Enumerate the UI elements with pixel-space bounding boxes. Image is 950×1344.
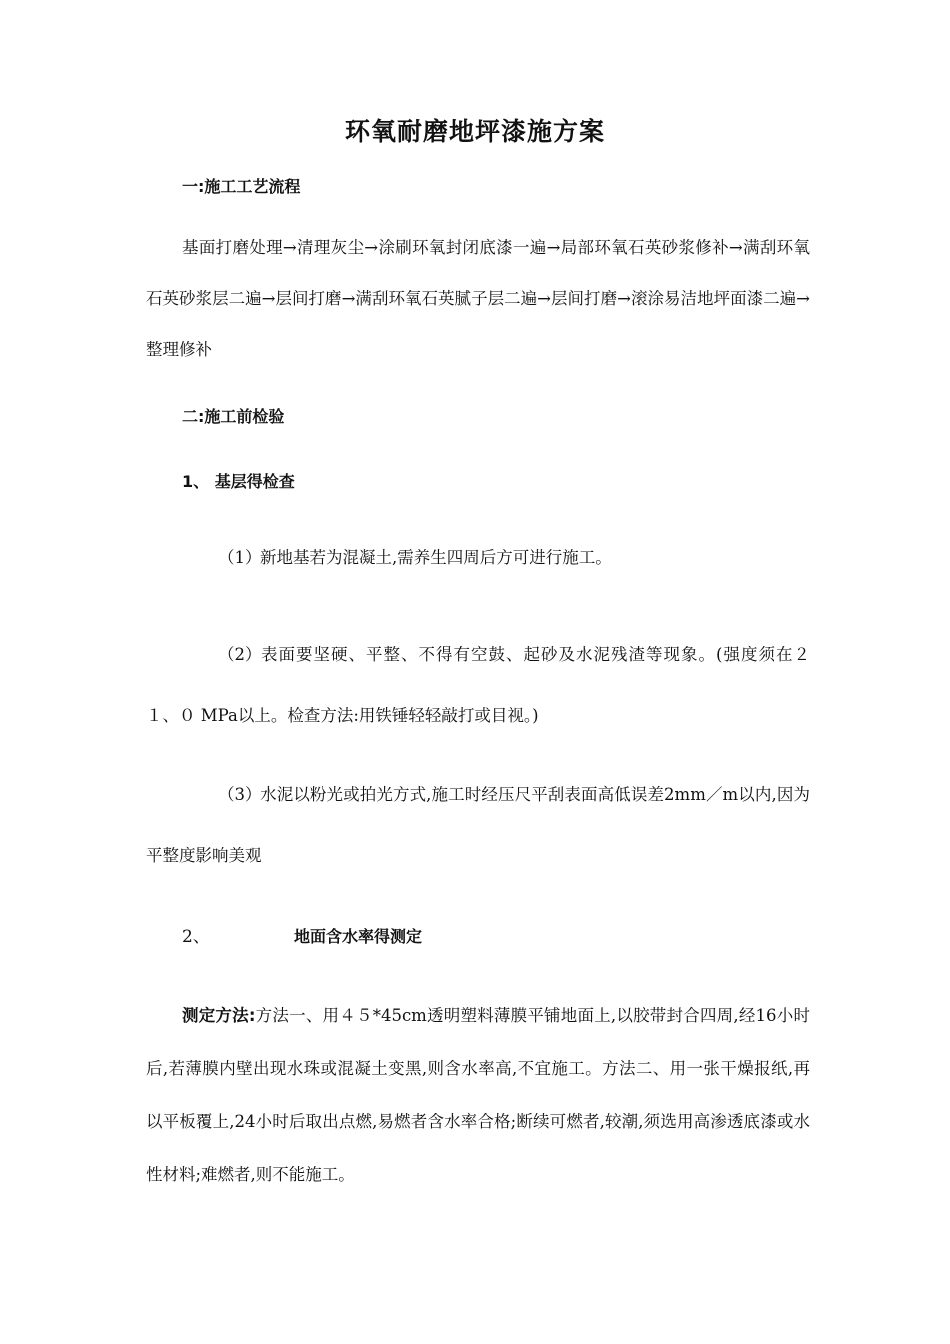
- item-number: （1）: [218, 548, 262, 567]
- measurement-paragraph: [146, 989, 810, 1201]
- section-1-heading: 一:施工工艺流程: [182, 177, 301, 196]
- item-text: 表面要坚硬、平整、不得有空鼓、起砂及水泥残渣等现象。(强度须在２１、０ MPa以上。检查方法:用铁锤轻轻敲打或目视。): [146, 645, 810, 725]
- subsection-2-heading: 地面含水率得测定: [294, 927, 423, 946]
- subsection-1-heading: 1、 基层得检查: [182, 472, 295, 491]
- item-text: 水泥以粉光或拍光方式,施工时经压尺平刮表面高低误差2mm／m以内,因为平整度影响美观: [146, 785, 810, 865]
- inspection-item-3: [146, 764, 810, 886]
- section-1-paragraph: 基面打磨处理→清理灰尘→涂刷环氧封闭底漆一遍→局部环氧石英砂浆修补→满刮环氧石英砂浆层二遍→层间打磨→满刮环氧石英腻子层二遍→层间打磨→滚涂易洁地坪面漆二遍→整理修补: [146, 238, 810, 359]
- measurement-text: 方法一、用４５*45cm透明塑料薄膜平铺地面上,以胶带封合四周,经16小时后,若薄膜内壁出现水珠或混凝土变黑,则含水率高,不宜施工。方法二、用一张干燥报纸,再以平板覆上,24小时后取出点燃,易燃者含水率合格;断续可燃者,较潮,须选用高渗透底漆或水性材料;难燃者,则不能施工。: [146, 1006, 810, 1184]
- item-number: （3）: [218, 785, 262, 804]
- document-title: 环氧耐磨地坪漆施方案: [344, 117, 605, 146]
- section-2-heading: 二:施工前检验: [182, 407, 285, 426]
- item-number: （2）: [218, 645, 262, 664]
- subsection-2-number: 2、: [182, 927, 210, 947]
- inspection-item-1: [146, 532, 810, 583]
- measurement-label: 测定方法:: [182, 1006, 256, 1025]
- inspection-item-2: [146, 624, 810, 746]
- item-text: 新地基若为混凝土,需养生四周后方可进行施工。: [260, 548, 612, 567]
